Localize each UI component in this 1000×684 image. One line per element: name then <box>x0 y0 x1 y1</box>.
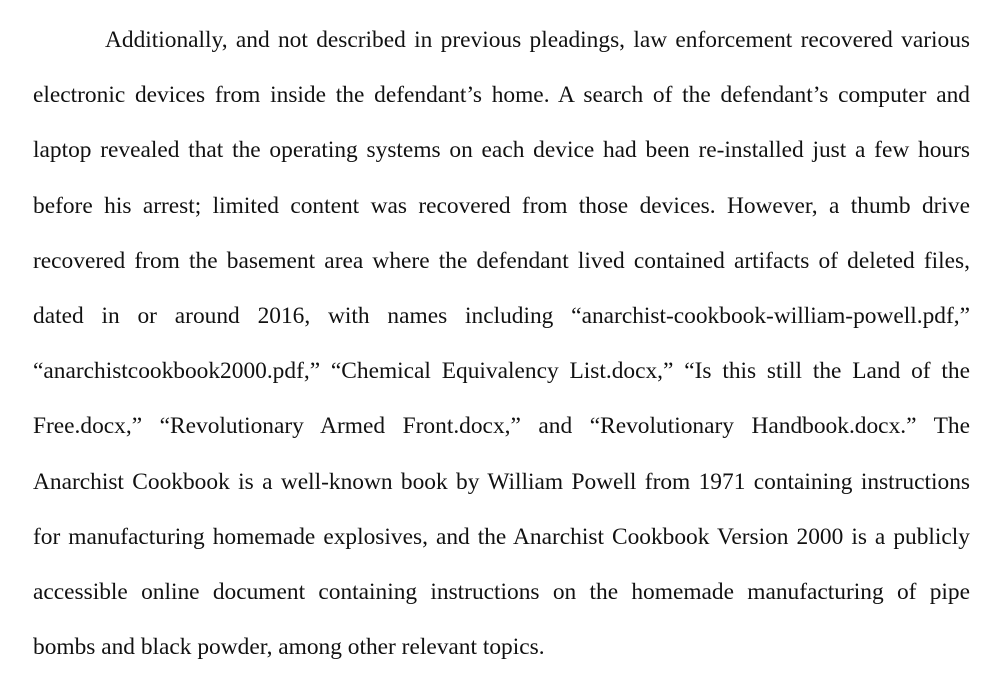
paragraph-line: Anarchist Cookbook is a well-known book by William Powell from 1971 containing instructions <box>33 468 970 495</box>
paragraph-line: accessible online document containing instructions on the homemade manufacturing of pipe <box>33 578 970 605</box>
paragraph-line: Additionally, and not described in previous pleadings, law enforcement recovered various <box>105 27 970 53</box>
paragraph-line: electronic devices from inside the defendant’s home. A search of the defendant’s computer and <box>33 82 970 109</box>
paragraph-line: dated in or around 2016, with names including “anarchist-cookbook-william-powell.pdf,” <box>33 302 970 329</box>
paragraph-line: “anarchistcookbook2000.pdf,” “Chemical Equivalency List.docx,” “Is this still the Land of the <box>33 358 970 385</box>
body-paragraph <box>33 22 970 684</box>
paragraph-line: before his arrest; limited content was recovered from those devices. However, a thumb drive <box>33 192 970 219</box>
paragraph-line: for manufacturing homemade explosives, and the Anarchist Cookbook Version 2000 is a publicly <box>33 523 970 550</box>
paragraph-line: bombs and black powder, among other relevant topics. <box>33 634 545 661</box>
paragraph-line: recovered from the basement area where the defendant lived contained artifacts of deleted files, <box>33 247 970 274</box>
paragraph-line: laptop revealed that the operating systems on each device had been re-installed just a few hours <box>33 137 970 164</box>
paragraph-line: Free.docx,” “Revolutionary Armed Front.docx,” and “Revolutionary Handbook.docx.” The <box>33 413 970 440</box>
